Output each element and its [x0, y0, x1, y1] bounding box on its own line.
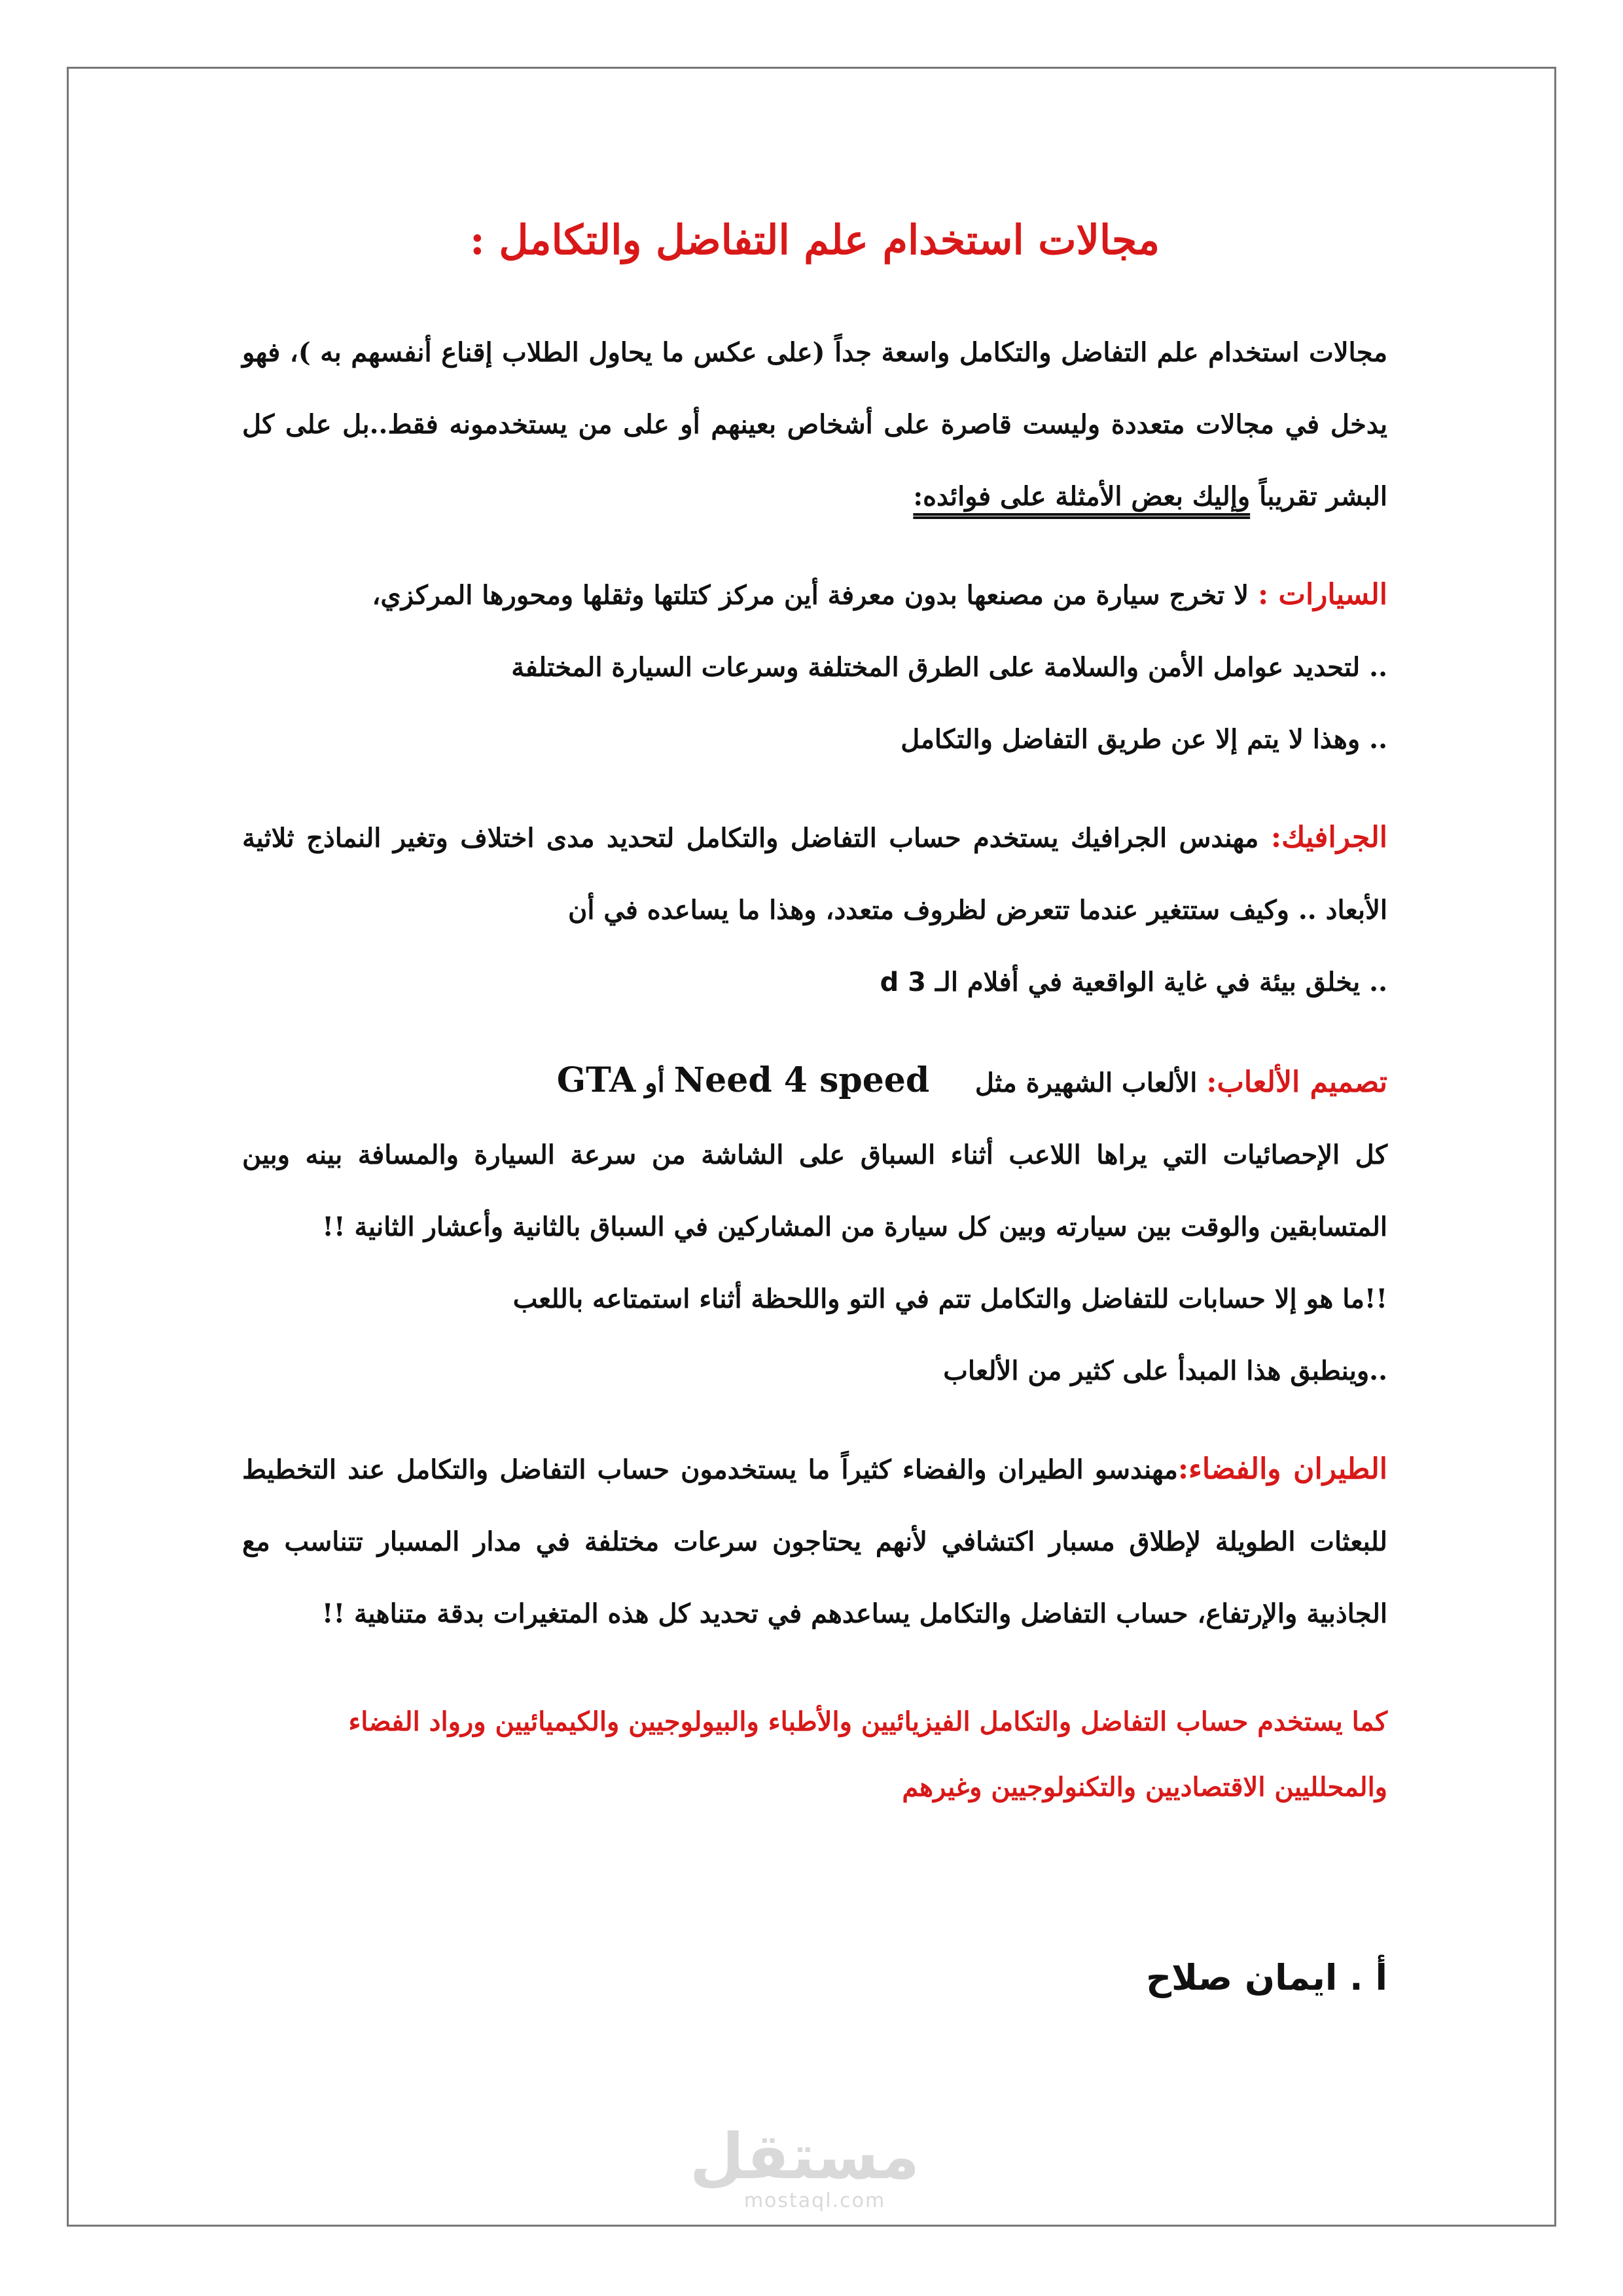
- section-games: [242, 1045, 1387, 1407]
- section-cars: [242, 559, 1387, 776]
- cars-line-3: .. وهذا لا يتم إلا عن طريق التفاضل والتكامل: [901, 724, 1387, 755]
- author-name: أ . ايمان صلاح: [1146, 1957, 1387, 1998]
- graphics-last-line: .. يخلق بيئة في غاية الواقعية في أفلام الـ: [935, 967, 1387, 998]
- watermark-latin: mostaql.com: [743, 2189, 886, 2212]
- section-aerospace: [242, 1433, 1387, 1650]
- intro-text: مجالات استخدام علم التفاضل والتكامل واسعة جداً (على عكس ما يحاول الطلاب إقناع أنفسهم به )، فهو يدخل في مجالات متعددة وليست قاصرة على أشخاص بعينهم أو على من يستخدمونه فقط..بل على كل البشر تقريباً: [242, 337, 1387, 512]
- closing-paragraph: كما يستخدم حساب التفاضل والتكامل الفيزيائيين والأطباء والبيولوجيين والكيميائيين ورواد الفضاء والمحلليين الاقتصاديين والتكنولوجيين وغيرهم: [348, 1706, 1387, 1803]
- games-heading: تصميم الألعاب:: [1206, 1066, 1387, 1100]
- document-body: [242, 190, 1387, 1846]
- graphics-3d-label: 3 d: [880, 967, 927, 998]
- games-or: أو: [645, 1067, 665, 1099]
- page-title: مجالات استخدام علم التفاضل والتكامل :: [469, 216, 1160, 264]
- intro-paragraph: [242, 317, 1387, 533]
- cars-line-2: .. لتحديد عوامل الأمن والسلامة على الطرق المختلفة وسرعات السيارة المختلفة: [511, 652, 1387, 683]
- graphics-text: مهندس الجرافيك يستخدم حساب التفاضل والتكامل لتحديد مدى اختلاف وتغير النماذج ثلاثية الأبعاد .. وكيف ستتغير عندما تتعرض لظروف متعدد، وهذا ما يساعده في أن: [242, 823, 1387, 926]
- game-gta: GTA: [556, 1060, 636, 1101]
- games-text: كل الإحصائيات التي يراها اللاعب أثناء السباق على الشاشة من سرعة السيارة والمسافة بينه وبين المتسابقين والوقت بين سيارته وبين كل سيارة من المشاركين في السباق بالثانية وأعشار الثانية !!: [242, 1139, 1387, 1243]
- games-line-2: !!ما هو إلا حسابات للتفاضل والتكامل تتم في التو واللحظة أثناء استمتاعه باللعب: [512, 1283, 1387, 1315]
- game-need-4-speed: Need 4 speed: [673, 1060, 930, 1101]
- cars-heading: السيارات :: [1257, 578, 1387, 612]
- aerospace-text: مهندسو الطيران والفضاء كثيراً ما يستخدمون حساب التفاضل والتكامل عند التخطيط للبعثات الطويلة لإطلاق مسبار اكتشافي لأنهم يحتاجون سرعات مختلفة في مدار المسبار تتناسب مع الجاذبية والإرتفاع، حساب التفاضل والتكامل يساعدهم في تحديد كل هذه المتغيرات بدقة متناهية !!: [242, 1454, 1387, 1630]
- games-intro: الألعاب الشهيرة مثل: [974, 1067, 1198, 1099]
- cars-line-1: لا تخرج سيارة من مصنعها بدون معرفة أين مركز كتلتها وثقلها ومحورها المركزي،: [372, 580, 1249, 611]
- aerospace-heading: الطيران والفضاء:: [1177, 1452, 1388, 1486]
- intro-underlined-text: وإليك بعض الأمثلة على فوائده:: [913, 481, 1251, 512]
- watermark-arabic: مستقل: [689, 2120, 919, 2193]
- graphics-heading: الجرافيك:: [1270, 821, 1387, 855]
- games-line-3: ..وينطبق هذا المبدأ على كثير من الألعاب: [943, 1355, 1387, 1387]
- section-graphics: [242, 802, 1387, 1018]
- watermark: [689, 2120, 919, 2212]
